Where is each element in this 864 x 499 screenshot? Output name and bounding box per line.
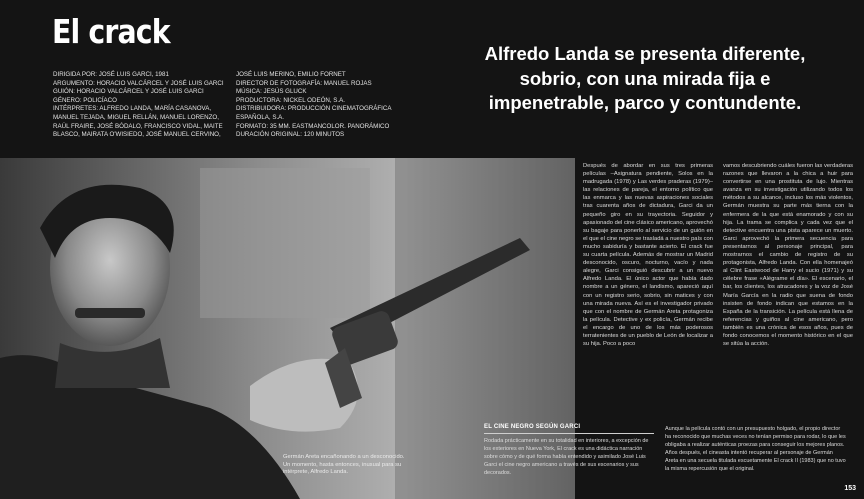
credit-line: MANUEL TEJADA, MIGUEL RELLÁN, MANUEL LORENZO, — [53, 113, 219, 121]
credits-column-1 — [53, 71, 225, 140]
headline-tagline: Alfredo Landa se presenta diferente, sobrio, con una mirada fija e impenetrable, parco y contundente. — [484, 43, 806, 113]
page-title: El crack — [52, 12, 170, 51]
sidebar-text-column-1: Rodada prácticamente en su totalidad en interiores, a excepción de los exteriores en Nueva York, El crack es una didáctica narración sobre cómo y de qué forma había entendido y asimilado José Luis Garci el cine negro americano a través de sus escenarios y sus decorados. — [484, 438, 649, 476]
sidebar-box — [479, 424, 864, 499]
page-number: 153 — [844, 485, 856, 492]
credit-line: GÉNERO: POLICÍACO — [53, 96, 117, 104]
credit-line: DIRECTOR DE FOTOGRAFÍA: MANUEL ROJAS — [236, 79, 372, 87]
article-column-2: vamos descubriendo cuáles fueron las verdaderas razones que llevaron a la chica a huir para convertirse en una prostituta de lujo. Mientras avanza en su investigación utilizando todos los métodos a su alcance, incluso los más violentos, Germán muestra su parte más tierna con la enfermera de la que está enamorado y con su hija. La trama se complica y cada vez que el detective encuentra una pista aparece un muerto. Garci aprovechó la primera secuencia para presentarnos al personaje principal, para mostrarnos el cambio de registro de su protagonista, Alfredo Landa. Con ella homenajeó al Clint Eastwood de Harry el sucio (1971) y su célebre frase «Alégrame el día». El escenario, el bar, los clientes, los atracadores y la voz de José María García en la radio que suena de fondo insisten de fondo indican que estamos en la España de la transición. La película está llena de referencias y guiños al cine americano, pero también es una crónica de esos años, pues de fondo conocemos el momento histórico en el que se sitúa la acción. — [723, 163, 853, 348]
credit-line: ARGUMENTO: HORACIO VALCÁRCEL Y JOSÉ LUIS GARCI — [53, 79, 224, 87]
credit-line: ESPAÑOLA, S.A. — [236, 113, 285, 121]
credits-column-2 — [236, 71, 396, 140]
credit-line: GUIÓN: HORACIO VALCÁRCEL Y JOSÉ LUIS GARCI — [53, 88, 204, 96]
credit-line: DIRIGIDA POR: JOSÉ LUIS GARCI, 1981 — [53, 71, 169, 78]
sidebar-text-column-2: Aunque la película contó con un presupuesto holgado, el propio director ha reconocido que muchas veces no tenían permiso para rodar, lo que les obligaba a realizar auténticas proezas para conseguir los mejores planos. Años después, el cineasta intentó recuperar al personaje de Germán Areta en una secuela titulada escuetamente El crack II (1983) que no tuvo la misma repercusión que el original. — [665, 426, 846, 472]
credit-line: BLASCO, MAIRATA O'WISIEDO, JOSÉ MANUEL CERVINO, — [53, 131, 221, 139]
credit-line: JOSÉ LUIS MERINO, EMILIO FORNET — [236, 71, 346, 78]
credit-line: PRODUCTORA: NICKEL ODEÓN, S.A. — [236, 96, 345, 104]
sidebar-title: EL CINE NEGRO SEGÚN GARCI — [484, 424, 581, 430]
credit-line: DISTRIBUIDORA: PRODUCCIÓN CINEMATOGRÁFICA — [236, 105, 392, 113]
photo-caption: Germán Areta encañonando a un desconocido. Un momento, hasta entonces, inusual para su intérprete, Alfredo Landa. — [283, 454, 405, 476]
credit-line: INTÉRPRETES: ALFREDO LANDA, MARÍA CASANOVA, — [53, 105, 212, 113]
credit-line: MÚSICA: JESÚS GLUCK — [236, 88, 307, 96]
credit-line: DURACIÓN ORIGINAL: 120 MINUTOS — [236, 131, 345, 139]
credit-line: RAÚL FRAIRE, JOSÉ BÓDALO, FRANCISCO VIDAL, MAITE — [53, 122, 223, 130]
article-column-1: Después de abordar en sus tres primeras películas –Asignatura pendiente, Solos en la madrugada (1978) y Las verdes praderas (1979)– las relaciones de pareja, el entorno político que las enmarca y las nuevas aspiraciones sociales tras cuarenta años de dictadura, Garci da un pequeño giro en su trayectoria. Seguidor y apasionado del cine clásico americano, aprovechó su bagaje para ponerlo al servicio de un guión en el que el cine negro se trasladá a nuestro país con mucho sabiduría y bastante acierto. El crack fue su cuarta película. Además de mostrar un Madrid desconocido, oscuro, nocturno, vacío y nada alegre, Garci consiguió descubrir a un nuevo Alfredo Landa. El único actor que había dado nombre a un género, el landismo, apareció aquí con un registro serio, sobrio, sin matices y con una mirada nueva. Así es el investigador privado que con el nombre de Germán Areta protagoniza la película. Detective y ex policía, Germán recibe el encargo de uno de los más poderosos terratenientes de un pueblo de León de localizar a su hija. Poco a poco — [583, 163, 713, 348]
sidebar-divider — [484, 433, 654, 434]
credit-line: FORMATO: 35 MM. EASTMANCOLOR. PANORÁMICO — [236, 122, 390, 130]
